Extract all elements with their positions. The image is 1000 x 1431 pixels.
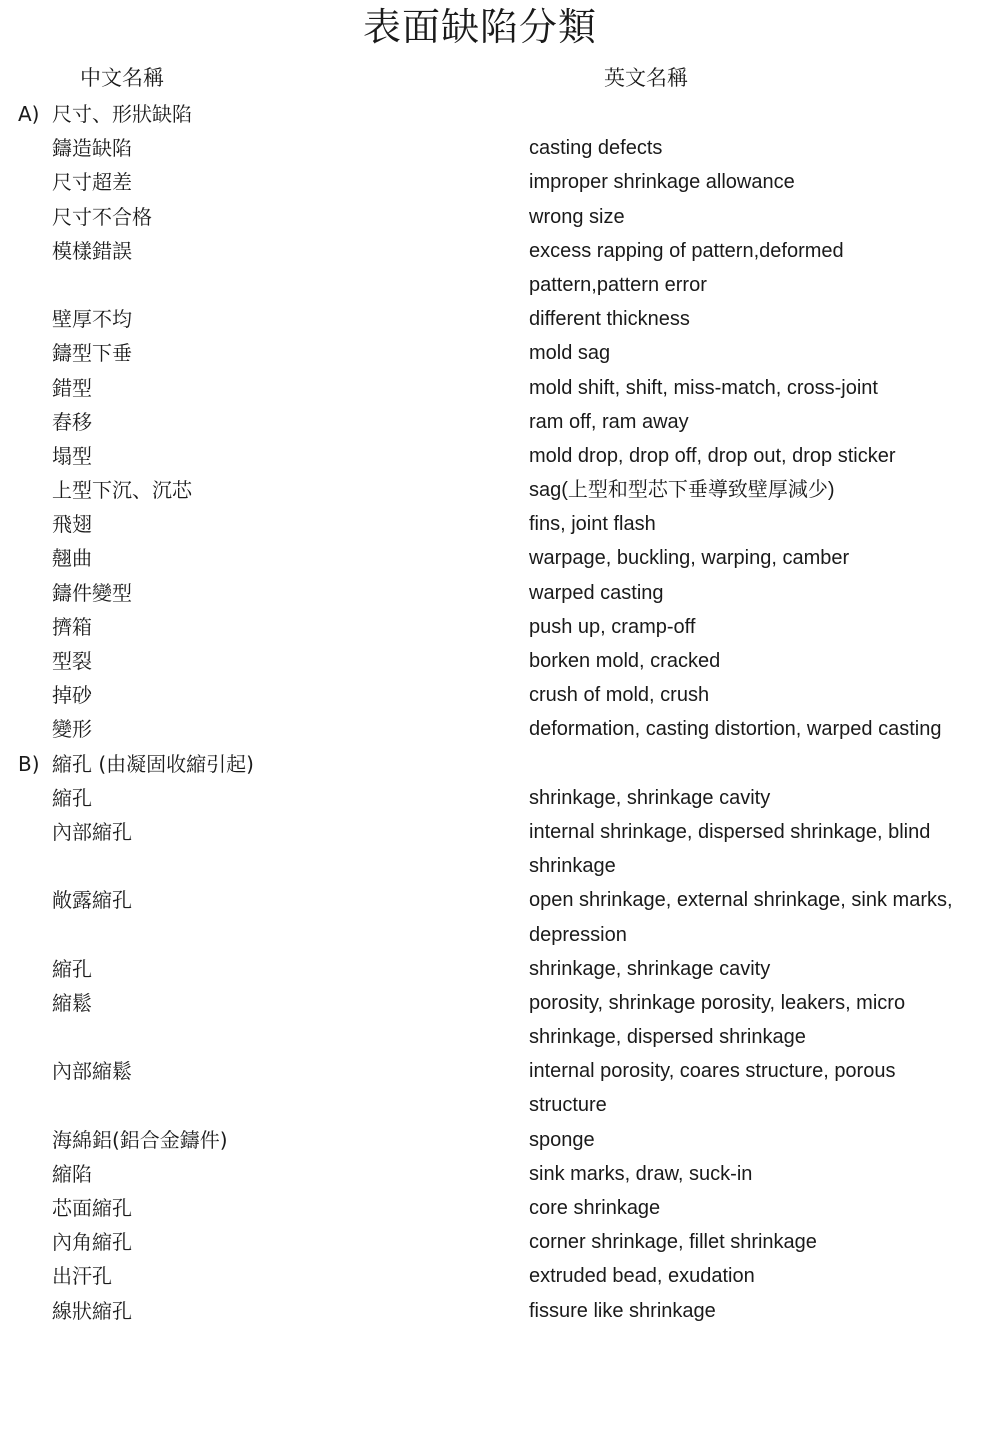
chinese-term: 舂移: [52, 409, 92, 434]
chinese-term: 內角縮孔: [52, 1230, 132, 1255]
english-term: depression: [529, 923, 627, 946]
english-term: different thickness: [529, 308, 690, 331]
english-term: crush of mold, crush: [529, 684, 710, 707]
section-marker: B): [18, 751, 40, 776]
page-title: 表面缺陷分類: [362, 5, 597, 49]
table-row: [0, 234, 1000, 268]
chinese-term: 縮孔: [52, 956, 92, 981]
table-row: [0, 883, 1000, 917]
chinese-term: 芯面縮孔: [52, 1196, 132, 1220]
english-term: shrinkage: [529, 855, 616, 878]
english-term: wrong size: [529, 205, 625, 228]
table-row: [0, 986, 1000, 1020]
english-term: structure: [529, 1094, 607, 1117]
english-term: porosity, shrinkage porosity, leakers, micro: [529, 991, 906, 1014]
table-row: [0, 200, 1000, 234]
table-row: [0, 131, 1000, 165]
english-term: shrinkage, dispersed shrinkage: [529, 1026, 806, 1049]
english-term: mold shift, shift, miss-match, cross-joint: [529, 376, 878, 399]
chinese-term: 線狀縮孔: [52, 1298, 132, 1323]
chinese-term: 模樣錯誤: [52, 238, 132, 263]
chinese-term: 出汗孔: [52, 1264, 112, 1289]
chinese-term: 尺寸、形狀缺陷: [52, 102, 192, 126]
english-term: deformation, casting distortion, warped casting: [529, 718, 942, 741]
chinese-term: 塌型: [52, 443, 92, 468]
chinese-term: 擠箱: [52, 614, 92, 639]
english-name-header: 英文名稱: [604, 66, 688, 90]
chinese-term: 海綿鋁(鋁合金鑄件): [52, 1127, 228, 1152]
english-term: extruded bead, exudation: [529, 1265, 755, 1288]
english-term: borken mold, cracked: [529, 650, 721, 672]
table-row: [0, 439, 1000, 473]
english-term: shrinkage, shrinkage cavity: [529, 957, 771, 980]
table-row: [0, 610, 1000, 644]
chinese-term: 掉砂: [52, 683, 92, 708]
chinese-term: 壁厚不均: [52, 307, 132, 332]
english-term: fins, joint flash: [529, 513, 656, 536]
chinese-term: 縮陷: [52, 1161, 92, 1186]
table-row: [0, 1225, 1000, 1259]
chinese-term: 尺寸不合格: [52, 204, 152, 229]
table-row: [0, 712, 1000, 746]
chinese-term: 翹曲: [52, 546, 92, 571]
table-row: [0, 371, 1000, 405]
chinese-term: 敞露縮孔: [52, 888, 132, 913]
table-row: [0, 302, 1000, 336]
table-row: [0, 473, 1000, 507]
chinese-term: 上型下沉、沉芯: [52, 478, 192, 503]
table-row: [0, 849, 1000, 883]
table-row: [0, 952, 1000, 986]
table-row: [0, 678, 1000, 712]
table-row: [0, 405, 1000, 439]
english-term: sink marks, draw, suck-in: [529, 1162, 753, 1185]
chinese-term: 縮孔 (由凝固收縮引起): [52, 751, 254, 776]
chinese-term: 縮孔: [52, 785, 92, 810]
table-row: [0, 336, 1000, 370]
table-row: [0, 268, 1000, 302]
chinese-term: 尺寸超差: [52, 170, 132, 195]
table-row: [0, 918, 1000, 952]
table-row: [0, 541, 1000, 575]
english-term: warpage, buckling, warping, camber: [529, 547, 850, 570]
table-row: [0, 747, 1000, 781]
english-term: warped casting: [529, 581, 664, 604]
english-term: casting defects: [529, 137, 663, 160]
english-term: shrinkage, shrinkage cavity: [529, 786, 771, 809]
table-row: [0, 1294, 1000, 1328]
chinese-term: 鑄型下垂: [52, 341, 132, 366]
table-row: [0, 507, 1000, 541]
english-term: improper shrinkage allowance: [529, 171, 795, 194]
table-row: [0, 1191, 1000, 1225]
english-term: excess rapping of pattern,deformed: [529, 239, 844, 262]
english-term: mold sag: [529, 342, 611, 365]
chinese-term: 錯型: [52, 375, 92, 400]
table-row: [0, 1054, 1000, 1088]
chinese-term: 型裂: [52, 649, 92, 673]
table-row: [0, 1157, 1000, 1191]
table-row: [0, 1259, 1000, 1293]
chinese-term: 內部縮孔: [52, 819, 132, 844]
chinese-term: 鑄造缺陷: [52, 136, 132, 161]
english-term: ram off, ram away: [529, 410, 689, 433]
table-row: [0, 781, 1000, 815]
table-row: [0, 644, 1000, 678]
chinese-term: 變形: [52, 717, 92, 742]
english-term: mold drop, drop off, drop out, drop sticker: [529, 444, 896, 467]
english-term: internal porosity, coares structure, porous: [529, 1060, 896, 1083]
table-row: [0, 1123, 1000, 1157]
chinese-term: 內部縮鬆: [52, 1059, 132, 1084]
english-term: push up, cramp-off: [529, 615, 696, 638]
english-term: sponge: [529, 1128, 595, 1151]
chinese-name-header: 中文名稱: [80, 66, 164, 90]
chinese-term: 鑄件變型: [52, 580, 132, 605]
table-row: [0, 1020, 1000, 1054]
english-term: fissure like shrinkage: [529, 1299, 716, 1322]
english-term: open shrinkage, external shrinkage, sink marks,: [529, 889, 953, 912]
english-term: internal shrinkage, dispersed shrinkage, blind: [529, 820, 931, 843]
english-term: sag(上型和型芯下垂導致壁厚減少): [529, 479, 835, 502]
chinese-term: 飛翅: [52, 512, 92, 537]
table-row: [0, 97, 1000, 131]
chinese-term: 縮鬆: [52, 990, 92, 1015]
english-term: pattern,pattern error: [529, 273, 707, 296]
defect-table: [0, 97, 1000, 1328]
english-term: core shrinkage: [529, 1197, 661, 1219]
table-row: [0, 1088, 1000, 1122]
section-marker: A): [18, 102, 40, 126]
table-row: [0, 165, 1000, 199]
table-row: [0, 576, 1000, 610]
english-term: corner shrinkage, fillet shrinkage: [529, 1231, 817, 1254]
table-row: [0, 815, 1000, 849]
